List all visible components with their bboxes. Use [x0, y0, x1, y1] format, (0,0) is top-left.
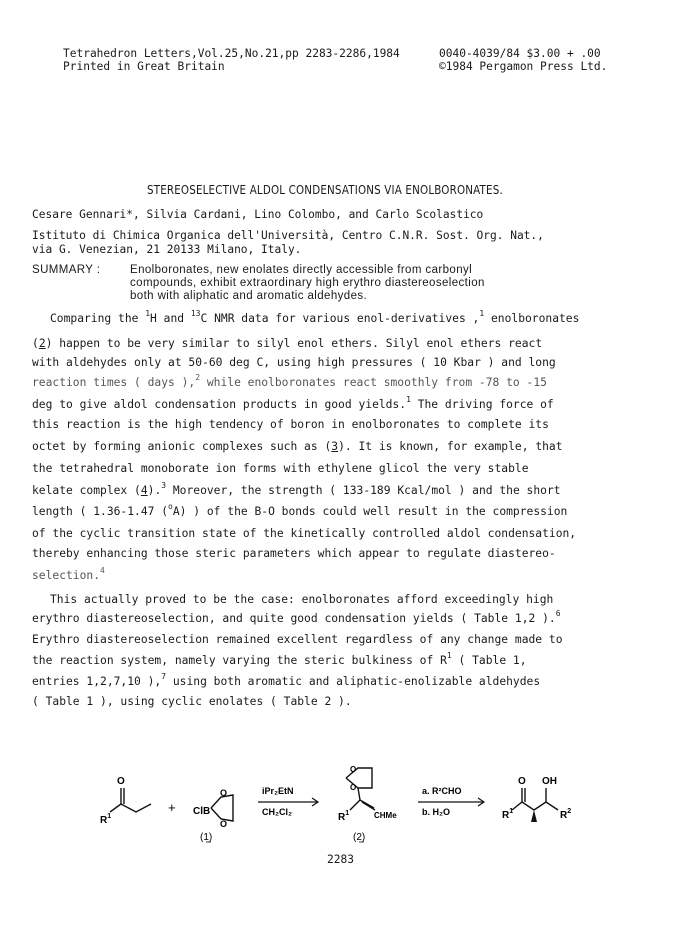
- para1-line-12: thereby enhancing those steric parameters which appear to regulate diastereo-: [32, 547, 556, 560]
- article-title: STEREOSELECTIVE ALDOL CONDENSATIONS VIA ENOLBORONATES.: [147, 183, 503, 197]
- para1-line-4: reaction times ( days ),$^2$ while enolboronates react smoothly from -78 to -15: [32, 373, 547, 389]
- clb-label: ClB: [193, 806, 211, 817]
- para1-line-1: Comparing the $^1$H and $^{13}$C NMR data for various enol-derivatives ,$^1$ enolboronates: [50, 309, 580, 325]
- summary-label: SUMMARY :: [32, 264, 101, 276]
- ring2-oxygen-bottom: O: [350, 783, 357, 792]
- reagent-solvent: CH₂Cl₂: [262, 807, 292, 817]
- product-r1-label: $R^1$: [502, 808, 514, 821]
- compound-1-label: (1): [200, 832, 213, 843]
- hydroxyl-label: OH: [542, 776, 557, 787]
- page-number: 2283: [327, 853, 354, 866]
- copyright: ©1984 Pergamon Press Ltd.: [439, 60, 608, 73]
- para1-line-2: (2) happen to be very similar to silyl enol ethers. Silyl enol ethers react: [32, 337, 543, 350]
- para2-line-4: the reaction system, namely varying the steric bulkiness of $R^1$ ( Table 1,: [32, 651, 527, 667]
- step-b: b. H₂O: [422, 807, 450, 817]
- summary-line-3: both with aliphatic and aromatic aldehydes.: [130, 290, 368, 302]
- r1-label-2: $R^1$: [338, 810, 350, 823]
- para1-line-11: of the cyclic transition state of the kinetically controlled aldol condensation,: [32, 527, 577, 540]
- para1-line-9: kelate complex (4).$^3$ Moreover, the strength ( 133-189 Kcal/mol ) and the short: [32, 481, 561, 497]
- para1-line-5: deg to give aldol condensation products in good yields.$^1$ The driving force of: [32, 395, 554, 411]
- price-code: 0040-4039/84 $3.00 + .00: [439, 47, 601, 60]
- summary-line-2: compounds, exhibit extraordinary high erythro diastereoselection: [130, 277, 485, 289]
- product-oxygen: O: [518, 776, 526, 787]
- affiliation-line-1: Istituto di Chimica Organica dell'Università, Centro C.N.R. Sost. Org. Nat.,: [32, 229, 544, 242]
- para1-line-8: the tetrahedral monoborate ion forms with ethylene glicol the very stable: [32, 462, 529, 475]
- dioxaborolane-ring-1: [211, 795, 233, 821]
- r1-label: $R^1$: [100, 813, 112, 826]
- ketone-structure: [110, 788, 151, 812]
- product-r2-label: $R^2$: [560, 808, 572, 821]
- methyl-wedge: [531, 810, 537, 822]
- para1-line-3: with aldehydes only at 50-60 deg C, using high pressures ( 10 Kbar ) and long: [32, 356, 556, 369]
- journal-citation: Tetrahedron Letters,Vol.25,No.21,pp 2283-2286,1984: [63, 47, 400, 60]
- ring2-oxygen-top: O: [350, 765, 357, 774]
- aldol-product-structure: [512, 788, 558, 810]
- printed-in: Printed in Great Britain: [63, 60, 225, 73]
- step-a: a. R²CHO: [422, 786, 462, 796]
- para1-line-6: this reaction is the high tendency of boron in enolboronates to complete its: [32, 418, 549, 431]
- ring1-oxygen-top: O: [220, 788, 228, 798]
- authors: Cesare Gennari*, Silvia Cardani, Lino Colombo, and Carlo Scolastico: [32, 208, 484, 221]
- compound-2-label: (2): [353, 832, 366, 843]
- affiliation-line-2: via G. Venezian, 21 20133 Milano, Italy.: [32, 243, 302, 256]
- ring1-oxygen-bottom: O: [220, 819, 228, 829]
- summary-line-1: Enolboronates, new enolates directly accessible from carbonyl: [130, 264, 473, 276]
- para1-line-7: octet by forming anionic complexes such as (3). It is known, for example, that: [32, 440, 563, 453]
- para2-line-5: entries 1,2,7,10 ),$^7$ using both aromatic and aliphatic-enolizable aldehydes: [32, 672, 541, 688]
- para2-line-3: Erythro diastereoselection remained excellent regardless of any change made to: [32, 633, 563, 646]
- reagent-base: iPr₂EtN: [262, 786, 294, 796]
- chme-label: CHMe: [374, 811, 397, 820]
- para2-line-6: ( Table 1 ), using cyclic enolates ( Table 2 ).: [32, 695, 352, 708]
- para1-line-13: selection.$^4$: [32, 566, 105, 582]
- ketone-oxygen: O: [117, 776, 125, 787]
- plus-sign: +: [168, 800, 176, 815]
- para2-line-1: This actually proved to be the case: enolboronates afford exceedingly high: [50, 593, 554, 606]
- para2-line-2: erythro diastereoselection, and quite good condensation yields ( Table 1,2 ).$^6$: [32, 609, 561, 625]
- para1-line-10: length ( 1.36-1.47 ($^o$A) ) of the B-O bonds could well result in the compression: [32, 502, 568, 518]
